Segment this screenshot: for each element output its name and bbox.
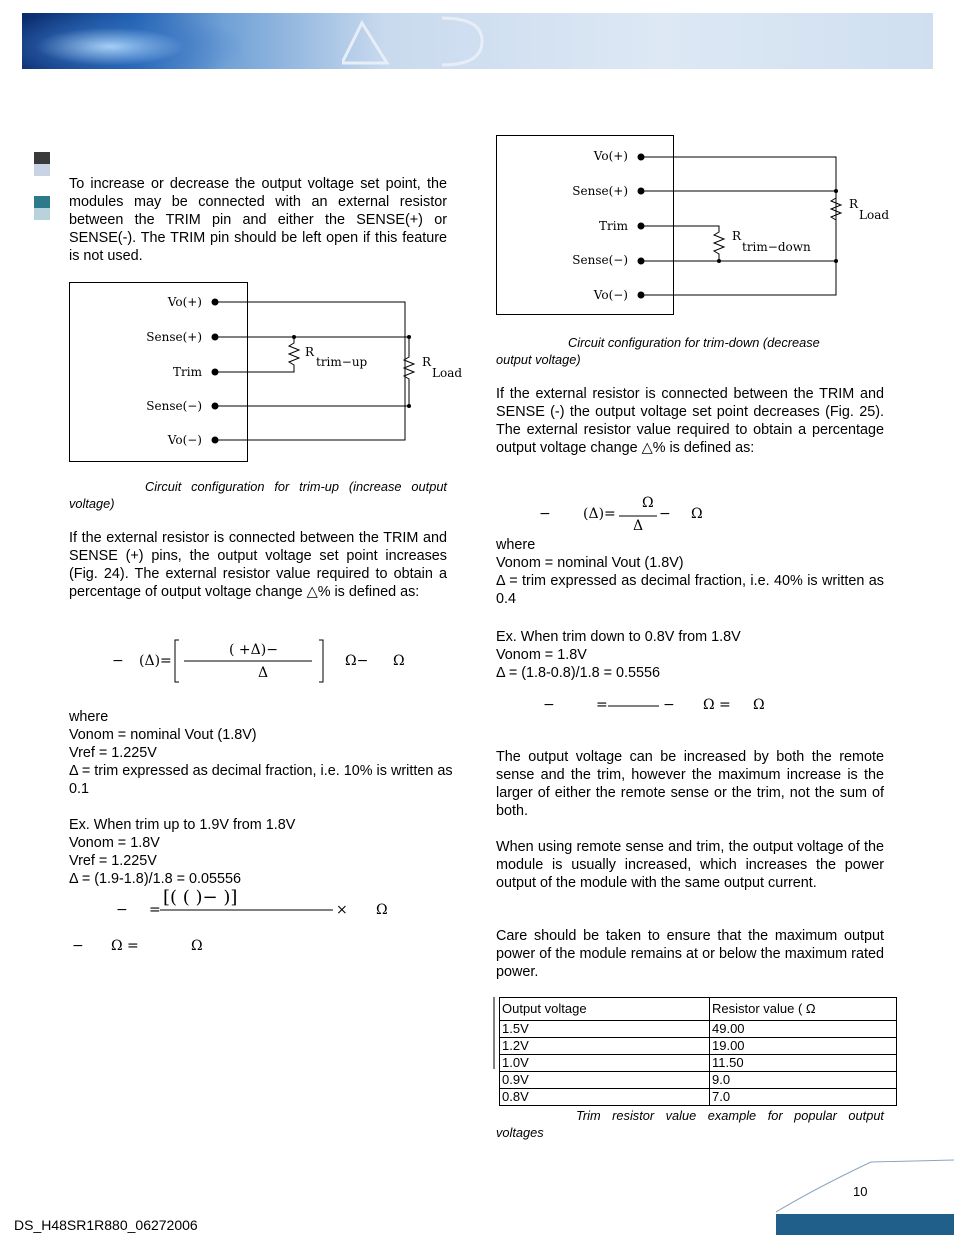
trim-up-wiring xyxy=(205,285,465,460)
req2-fraction-bar xyxy=(608,704,662,708)
note-line: where xyxy=(69,709,109,725)
table-cell: 9.0 xyxy=(710,1072,897,1089)
page-number: 10 xyxy=(853,1184,868,1199)
pin-label: Sense(−) xyxy=(146,399,202,413)
req1-numerator: Ω xyxy=(642,495,654,511)
eq1-arg: (Δ)= xyxy=(139,653,172,669)
table-cell: 0.9V xyxy=(500,1072,710,1089)
req1-arg: (Δ)= xyxy=(583,506,616,522)
pin-label: Vo(−) xyxy=(167,433,202,447)
table-row xyxy=(500,1072,897,1089)
note-line: Δ = trim expressed as decimal fraction, i.e. 10% is written as 0.1 xyxy=(69,763,453,797)
note-line: Vonom = 1.8V xyxy=(69,835,160,851)
header-banner xyxy=(22,13,933,69)
trim-down-wiring xyxy=(631,140,846,310)
note-line: Δ = trim expressed as decimal fraction, i.e. 40% is written as 0.4 xyxy=(496,573,884,607)
trim-up-notes xyxy=(69,708,467,888)
eq2-e: Ω xyxy=(376,902,388,918)
pin-label: Trim xyxy=(173,365,202,379)
eq1-numerator: ( +Δ)− xyxy=(229,642,278,658)
note-line: Vref = 1.225V xyxy=(69,853,157,869)
table-row xyxy=(500,1021,897,1038)
note-line: Vonom = nominal Vout (1.8V) xyxy=(496,555,684,571)
r-load-sub: Load xyxy=(859,208,890,222)
remote-sense-paragraph: The output voltage can be increased by both the remote sense and the trim, however the maximum increase is the larger of either the remote sense or the trim, not the sum of both. xyxy=(496,749,884,819)
req2-a: − xyxy=(543,697,555,713)
note-line: where xyxy=(496,537,536,553)
eq2-a: − xyxy=(116,902,128,918)
table-row xyxy=(500,1055,897,1072)
marker-square-light xyxy=(34,164,50,176)
marker-square-teal xyxy=(34,196,50,208)
pin-label: Sense(+) xyxy=(572,184,628,198)
req2-b: = xyxy=(596,697,608,713)
table-cell: 1.5V xyxy=(500,1021,710,1038)
eq3-c: Ω xyxy=(191,938,203,954)
r-load-label: R xyxy=(422,355,432,369)
pin-label: Sense(+) xyxy=(146,330,202,344)
footer-band xyxy=(776,1214,954,1235)
eq2-fraction-bar xyxy=(160,908,336,912)
note-line: Vonom = 1.8V xyxy=(496,647,587,663)
table-cell: 0.8V xyxy=(500,1089,710,1106)
eq1-tail2: Ω xyxy=(393,653,405,669)
pin-label: Sense(−) xyxy=(572,253,628,267)
eq1-minus: − xyxy=(112,653,124,669)
trim-up-description: If the external resistor is connected between the TRIM and SENSE (+) pins, the output voltage set point increases (Fig. 24). The external resistor value required to obtain a percentage of output voltage change △% is defined as: xyxy=(69,530,447,600)
req1-minus2: − xyxy=(659,506,671,522)
r-trim-down-label: R xyxy=(732,229,742,243)
table-side-line xyxy=(492,997,498,1069)
r-trim-up-label: R xyxy=(305,345,315,359)
req2-c: − xyxy=(663,697,675,713)
table-caption: Trim resistor value example for popular output voltages xyxy=(496,1108,884,1140)
r-load-label: R xyxy=(849,197,859,211)
r-trim-up-sub: trim−up xyxy=(316,355,368,369)
care-paragraph: Care should be taken to ensure that the maximum output power of the module remains at or below the maximum rated power. xyxy=(496,928,884,980)
pin-label: Trim xyxy=(599,219,628,233)
pin-label: Vo(+) xyxy=(593,149,628,163)
req2-e: Ω xyxy=(753,697,765,713)
banner-graphic xyxy=(22,13,242,69)
trim-down-notes xyxy=(496,536,884,608)
note-line: Δ = (1.9-1.8)/1.8 = 0.05556 xyxy=(69,871,242,887)
pin-label: Vo(+) xyxy=(167,295,202,309)
table-cell: 49.00 xyxy=(710,1021,897,1038)
r-trim-down-sub: trim−down xyxy=(742,240,811,254)
trim-up-caption: Circuit configuration for trim-up (increase output voltage) xyxy=(69,479,447,511)
eq1-denominator: Δ xyxy=(258,665,269,681)
trim-down-caption: Circuit configuration for trim-down (decrease output voltage) xyxy=(496,335,820,367)
table-cell: 11.50 xyxy=(710,1055,897,1072)
table-cell: 19.00 xyxy=(710,1038,897,1055)
trim-down-description: If the external resistor is connected between the TRIM and SENSE (-) the output voltage set point decreases (Fig. 25). The external resistor value required to obtain a percentage output voltage change △% is defined as: xyxy=(496,386,884,456)
req1-denominator: Δ xyxy=(633,518,644,534)
table-header-cell: Output voltage xyxy=(500,998,710,1021)
note-line: Ex. When trim down to 0.8V from 1.8V xyxy=(496,629,741,645)
eq2-c: [( ( )− )] xyxy=(163,887,238,908)
table-row xyxy=(500,1038,897,1055)
eq2-b: = xyxy=(149,902,161,918)
marker-square-light2 xyxy=(34,208,50,220)
intro-paragraph: To increase or decrease the output voltage set point, the modules may be connected with an external resistor between the TRIM pin and either the SENSE(+) or SENSE(-). The TRIM pin should be left open if this feature is not used. xyxy=(69,176,447,264)
banner-logo-shapes xyxy=(342,13,542,69)
note-line: Vref = 1.225V xyxy=(69,745,157,761)
req1-tail: Ω xyxy=(691,506,703,522)
req1-minus: − xyxy=(539,506,551,522)
r-load-sub: Load xyxy=(432,366,463,380)
table-header-cell: Resistor value ( Ω xyxy=(710,998,897,1021)
table-header-row xyxy=(500,998,897,1021)
trim-down-example xyxy=(496,628,884,682)
note-line: Vonom = nominal Vout (1.8V) xyxy=(69,727,257,743)
req2-d: Ω = xyxy=(703,697,731,713)
table-cell: 7.0 xyxy=(710,1089,897,1106)
note-line: Ex. When trim up to 1.9V from 1.8V xyxy=(69,817,296,833)
trim-resistor-table xyxy=(499,997,897,1106)
document-id: DS_H48SR1R880_06272006 xyxy=(14,1217,198,1233)
table-cell: 1.2V xyxy=(500,1038,710,1055)
note-line: Δ = (1.8-0.8)/1.8 = 0.5556 xyxy=(496,665,661,681)
power-paragraph: When using remote sense and trim, the output voltage of the module is usually increased, which increases the power output of the module with the same output current. xyxy=(496,839,884,891)
eq2-d: × xyxy=(336,902,348,918)
eq3-a: − xyxy=(72,938,84,954)
eq3-b: Ω = xyxy=(111,938,139,954)
marker-square-dark xyxy=(34,152,50,164)
table-cell: 1.0V xyxy=(500,1055,710,1072)
table-row xyxy=(500,1089,897,1106)
pin-label: Vo(−) xyxy=(593,288,628,302)
eq1-tail1: Ω− xyxy=(345,653,369,669)
note-line xyxy=(69,798,467,816)
